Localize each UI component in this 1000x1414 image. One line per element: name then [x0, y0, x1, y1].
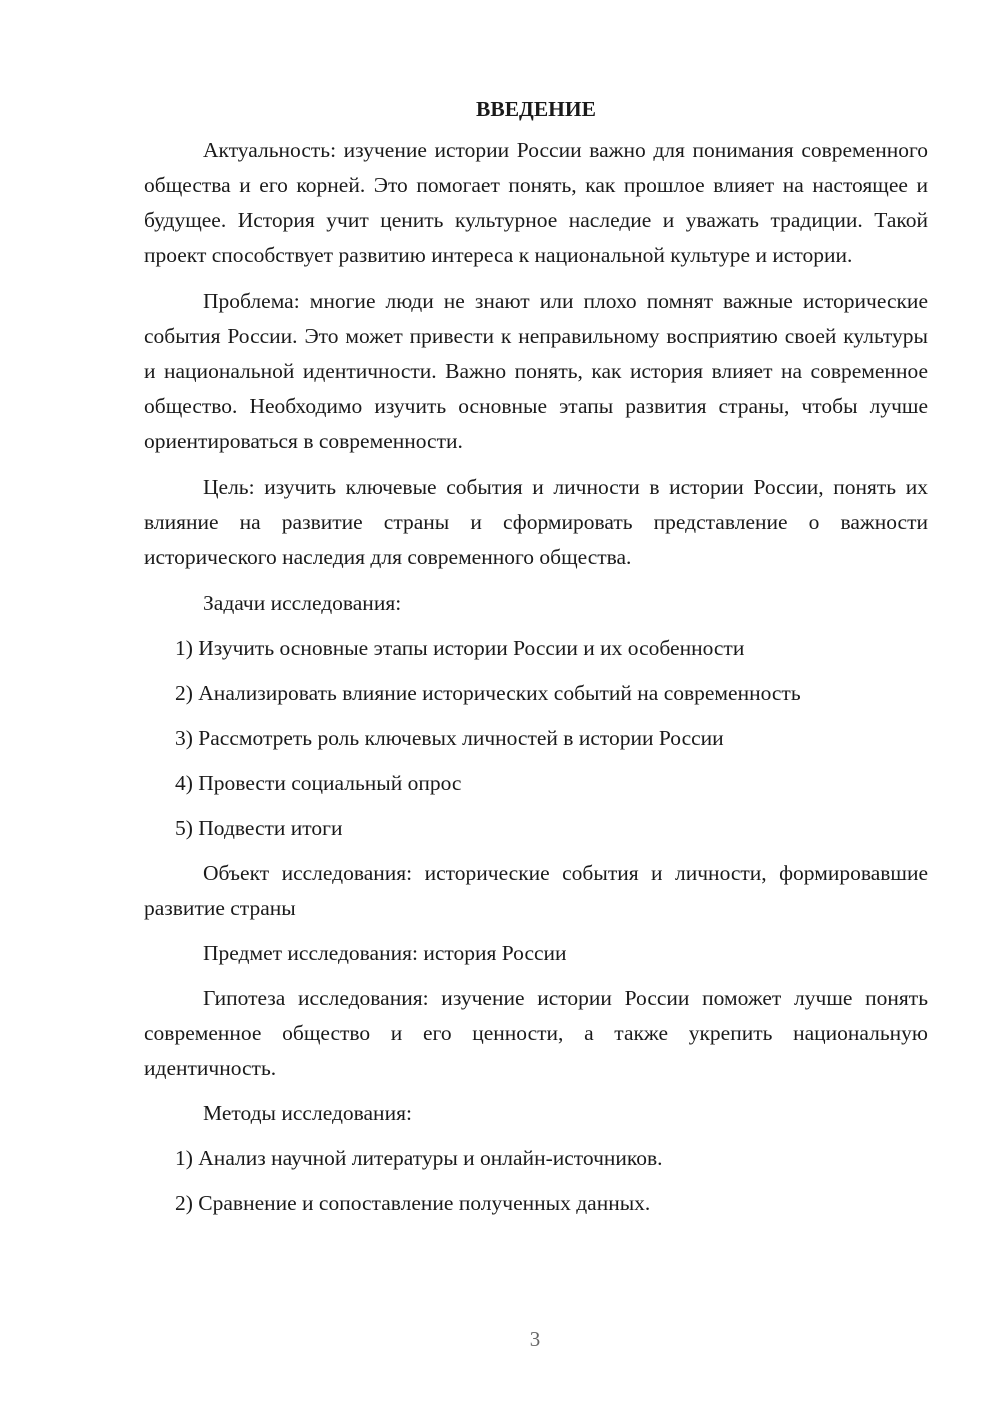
method-item-2: 2) Сравнение и сопоставление полученных данных.: [175, 1191, 651, 1215]
methods-heading: Методы исследования:: [203, 1101, 412, 1125]
method-item-1: 1) Анализ научной литературы и онлайн-источников.: [175, 1146, 663, 1170]
task-item-1: 1) Изучить основные этапы истории России и их особенности: [175, 636, 745, 660]
document-page: [144, 92, 928, 1221]
task-item-5: 5) Подвести итоги: [175, 816, 343, 840]
task-item-4: 4) Провести социальный опрос: [175, 771, 462, 795]
relevance-paragraph: Актуальность: изучение истории России важно для понимания современного общества и его корней. Это помогает понять, как прошлое влияет на настоящее и будущее. История учит ценить культурное наследие и уважать традиции. Такой проект способствует развитию интереса к национальной культуре и истории.: [144, 138, 928, 267]
hypothesis-paragraph: Гипотеза исследования: изучение истории России поможет лучше понять современное общество и его ценности, а также укрепить национальную идентичность.: [144, 986, 928, 1080]
goal-paragraph: Цель: изучить ключевые события и личности в истории России, понять их влияние на развитие страны и сформировать представление о важности исторического наследия для современного общества.: [144, 475, 928, 569]
object-paragraph: Объект исследования: исторические события и личности, формировавшие развитие страны: [144, 861, 928, 920]
subject-paragraph: Предмет исследования: история России: [203, 941, 567, 965]
page-number: 3: [529, 1327, 541, 1351]
task-item-3: 3) Рассмотреть роль ключевых личностей в истории России: [175, 726, 724, 750]
problem-paragraph: Проблема: многие люди не знают или плохо помнят важные исторические события России. Это может привести к неправильному восприятию своей культуры и национальной идентичности. Важно понять, как история влияет на современное общество. Необходимо изучить основные этапы развития страны, чтобы лучше ориентироваться в современности.: [144, 289, 928, 453]
section-title: ВВЕДЕНИЕ: [476, 97, 596, 121]
tasks-heading: Задачи исследования:: [203, 591, 402, 615]
task-item-2: 2) Анализировать влияние исторических событий на современность: [175, 681, 801, 705]
